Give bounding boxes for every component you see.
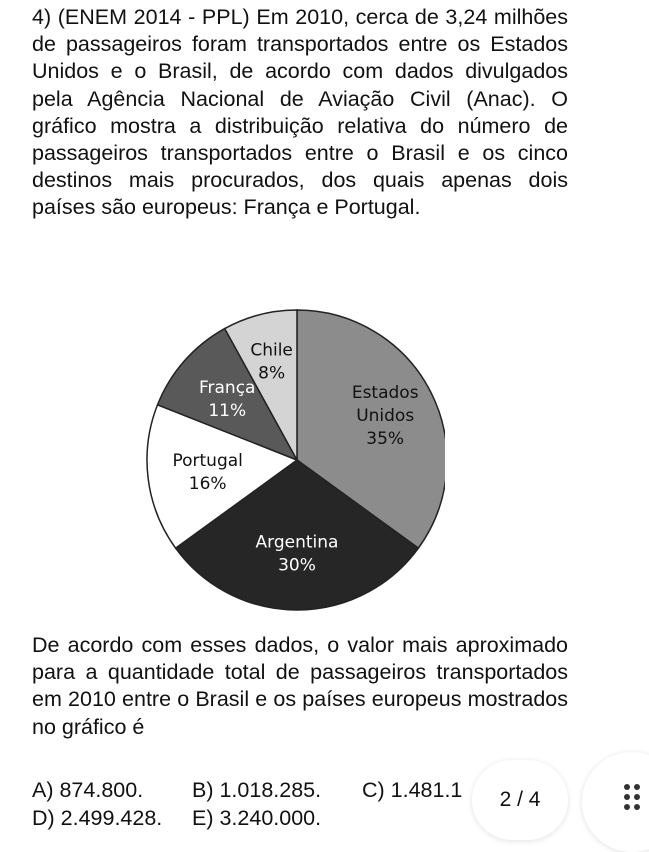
pie-value-label: 35% [366,429,405,450]
pie-value-label: 11% [208,400,247,421]
option-b: B) 1.018.285. [192,778,322,802]
menu-dot-icon [634,804,640,810]
pie-category-label: Chile [250,340,293,361]
menu-dot-icon [624,804,630,810]
pie-category-label: Estados [351,383,419,404]
page-indicator-label: 2 / 4 [499,788,541,811]
option-a: A) 874.800. [32,778,144,802]
option-e: E) 3.240.000. [192,806,322,830]
pie-category-label: França [198,377,256,398]
pie-category-label: Portugal [172,450,243,471]
menu-dot-icon [624,794,630,800]
pie-value-label: 16% [188,473,227,494]
option-d: D) 2.499.428. [32,806,163,830]
pie-chart [135,300,445,620]
page-indicator[interactable] [472,760,568,840]
menu-dot-icon [624,784,630,790]
option-c: C) 1.481.1 [362,778,463,802]
pie-chart-svg [135,300,445,620]
pie-category-label: Argentina [255,532,339,553]
pie-value-label: 30% [278,555,316,576]
question-intro-text: 4) (ENEM 2014 - PPL) Em 2010, cerca de 3,24 milhões de passageiros foram transportados entre os Estados Unidos e o Brasil, de acordo com dados divulgados pela Agência Nacional de Aviação Civil (Anac). O gráfico mostra a distribuição relativa do número de passageiros transportados entre o Brasil e os cinco destinos mais procurados, dos quais apenas dois países são europeus: França e Portugal. [32,5,568,220]
question-prompt-text: De acordo com esses dados, o valor mais aproximado para a quantidade total de passageiros transportados em 2010 entre o Brasil e os países europeus mostrados no gráfico é [32,633,568,739]
menu-dot-icon [634,784,640,790]
pie-value-label: 8% [258,363,286,384]
menu-button[interactable] [582,752,649,852]
pie-category-label: Unidos [356,406,415,427]
menu-dot-icon [634,794,640,800]
